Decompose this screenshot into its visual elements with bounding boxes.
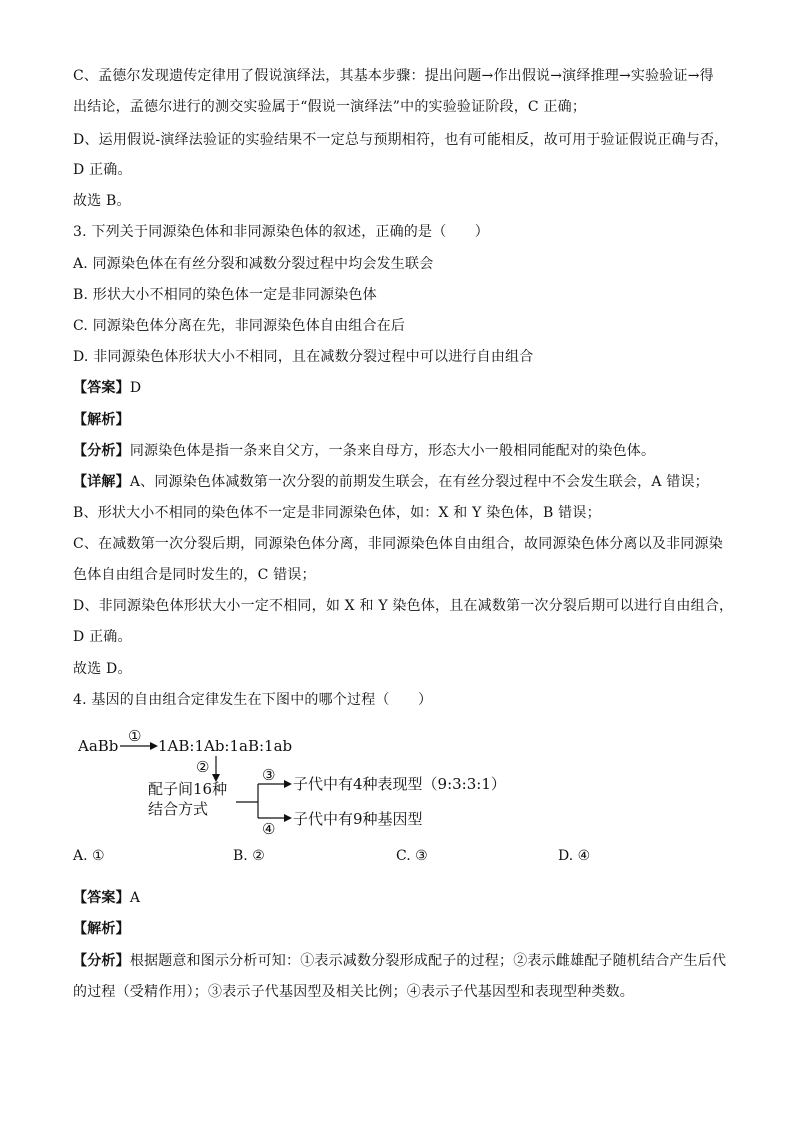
text-line: 色体自由组合是同时发生的，C 错误； — [73, 567, 316, 583]
text-line: 出结论，孟德尔进行的测交实验属于“假说一演绎法”中的实验验证阶段，C 正确； — [73, 99, 587, 115]
step-1-marker: ① — [128, 728, 142, 745]
arrow-4-head — [284, 814, 292, 822]
step-4-marker: ④ — [262, 820, 276, 838]
analysis-text: 同源染色体是指一条来自父方，一条来自母方，形态大小一般相同能配对的染色体。 — [129, 443, 656, 459]
inheritance-diagram — [78, 728, 518, 840]
detail-3 — [73, 472, 733, 492]
analysis-tag: 【分析】 — [73, 953, 130, 969]
text-line: D、运用假说-演绎法验证的实验结果不一定总与预期相符，也有可能相反，故可用于验证假说正确与否， — [73, 132, 729, 148]
option-4c: C. ③ — [396, 848, 428, 864]
phenotype-result: 子代中有4种表现型（9:3:3:1） — [293, 775, 506, 793]
combination-line-2: 结合方式 — [148, 800, 209, 818]
arrow-3-head — [284, 780, 292, 788]
option-4a: A. ① — [73, 848, 105, 864]
analysis-text: 根据题意和图示分析可知：①表示减数分裂形成配子的过程；②表示雌雄配子随机结合产生后代 — [129, 953, 727, 969]
answer-value: A — [129, 890, 141, 906]
genotype-result: 子代中有9种基因型 — [293, 810, 423, 828]
step-3-marker: ③ — [262, 766, 276, 784]
analysis-4 — [73, 951, 733, 971]
option-4d: D. ④ — [558, 848, 591, 864]
analysis-heading: 【解析】 — [73, 412, 130, 428]
gamete-ratio: 1AB:1Ab:1aB:1ab — [158, 737, 293, 755]
text-line: 的过程（受精作用）；③表示子代基因型及相关比例；④表示子代基因型和表现型种类数。 — [73, 984, 634, 1000]
option-3a: A. 同源染色体在有丝分裂和减数分裂过程中均会发生联会 — [73, 256, 434, 272]
answer-tag: 【答案】 — [73, 890, 130, 906]
answer-value: D — [129, 380, 142, 396]
arrow-1-head — [150, 742, 158, 750]
detail-text: A、同源染色体减数第一次分裂的前期发生联会，在有丝分裂过程中不会发生联会，A 错误； — [129, 474, 709, 490]
text-line: D 正确。 — [73, 629, 132, 645]
analysis-tag: 【分析】 — [73, 443, 130, 459]
option-3d: D. 非同源染色体形状大小不相同，且在减数分裂过程中可以进行自由组合 — [73, 349, 534, 365]
option-3c: C. 同源染色体分离在先，非同源染色体自由组合在后 — [73, 318, 406, 334]
parent-genotype: AaBb — [78, 737, 119, 755]
analysis-heading: 【解析】 — [73, 921, 130, 937]
detail-tag: 【详解】 — [73, 474, 130, 490]
question-3: 3. 下列关于同源染色体和非同源染色体的叙述，正确的是（ ） — [73, 224, 490, 240]
option-3b: B. 形状大小不相同的染色体一定是非同源染色体 — [73, 287, 377, 303]
option-4b: B. ② — [233, 848, 265, 864]
text-line: D 正确。 — [73, 162, 132, 178]
answer-4 — [73, 888, 733, 908]
answer-3 — [73, 378, 733, 398]
text-line: 故选 B。 — [73, 193, 131, 209]
text-line: C、在减数第一次分裂后期，同源染色体分离，非同源染色体自由组合，故同源染色体分离以及非同源染 — [73, 536, 723, 552]
step-2-marker: ② — [196, 758, 210, 776]
text-line: D、非同源染色体形状大小一定不相同，如 X 和 Y 染色体，且在减数第一次分裂后期可以进行自由组合， — [73, 598, 734, 614]
combination-line-1: 配子间16种 — [148, 780, 228, 798]
text-line: B、形状大小不相同的染色体不一定是非同源染色体，如：X 和 Y 染色体，B 错误； — [73, 505, 601, 521]
question-4: 4. 基因的自由组合定律发生在下图中的哪个过程（ ） — [73, 692, 433, 708]
answer-tag: 【答案】 — [73, 380, 130, 396]
text-line: C、孟德尔发现遗传定律用了假说演绎法，其基本步骤：提出问题→作出假说→演绎推理→实验验证→得 — [73, 68, 714, 84]
text-line: 故选 D。 — [73, 661, 132, 677]
analysis-3 — [73, 441, 733, 461]
